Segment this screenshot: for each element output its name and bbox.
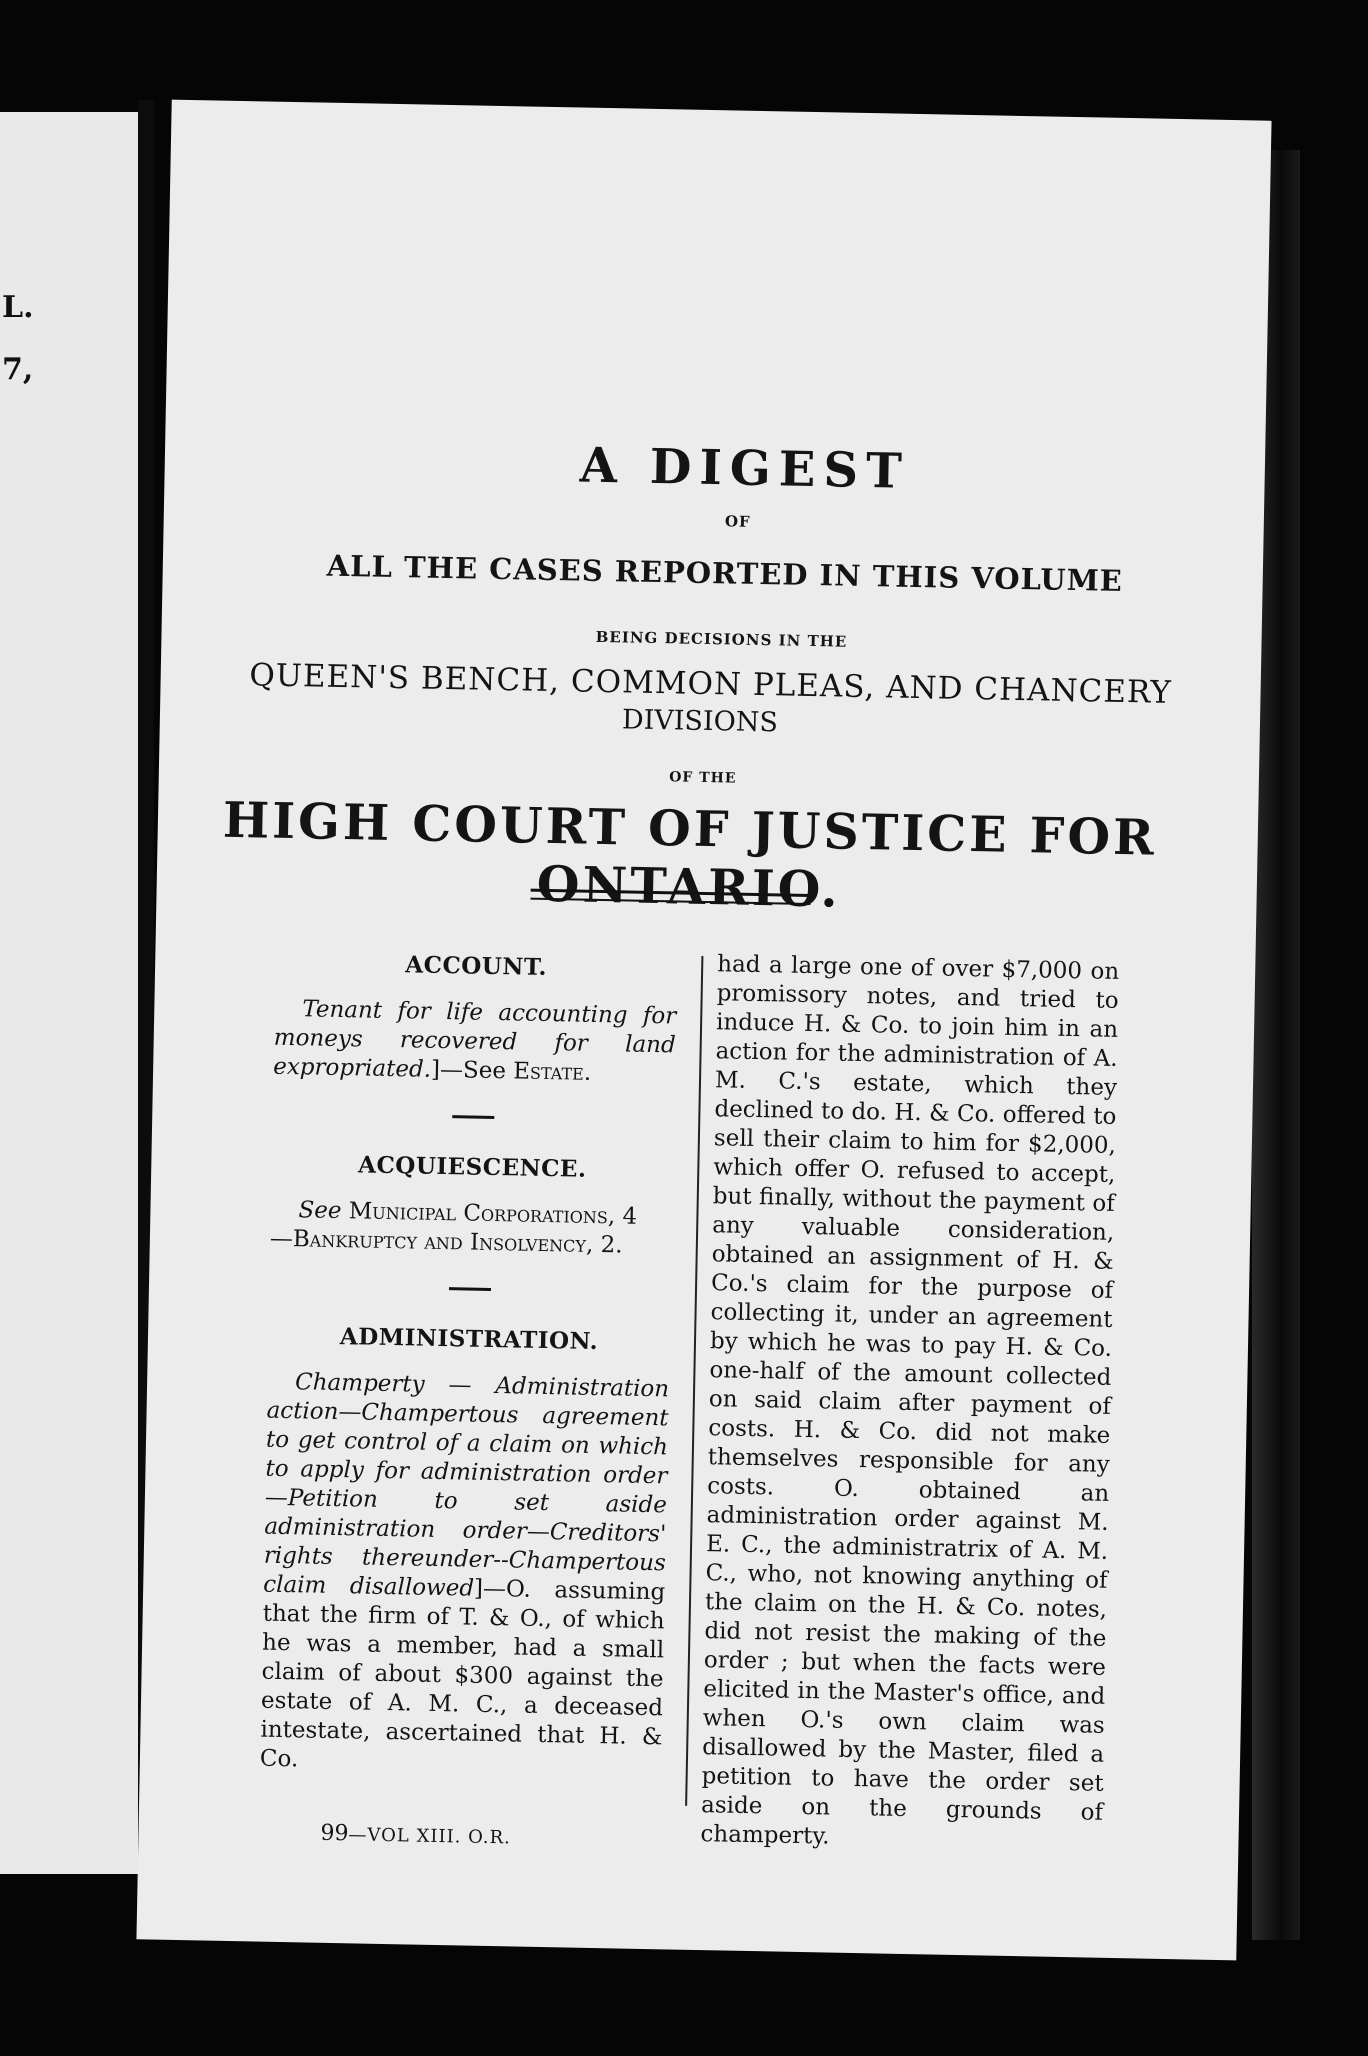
- entry-account-see: ]—See: [430, 1056, 514, 1085]
- entry-administration-subject: Champerty — Administration action—Champertous agreement to get control of a claim on which to apply for administration order—Petition to set aside administration order—Creditors' rights thereunder--Champertous claim disallowed: [263, 1369, 670, 1602]
- entry-administration: [260, 1368, 670, 1782]
- entry-account-ref: Estate: [513, 1058, 585, 1086]
- entry-acquiescence-ref1-num: , 4: [607, 1203, 638, 1230]
- entry-acquiescence-ref2-num: , 2.: [585, 1231, 623, 1259]
- entry-account-end: .: [583, 1059, 592, 1086]
- section-heading-administration: ADMINISTRATION.: [339, 1323, 599, 1356]
- signature-footer: [320, 1821, 511, 1850]
- section-separator: [449, 1287, 491, 1291]
- title-divisions: DIVISIONS: [621, 704, 779, 739]
- entry-acquiescence: [270, 1196, 673, 1262]
- title-courts: QUEEN'S BENCH, COMMON PLEAS, AND CHANCERY: [249, 657, 1173, 711]
- entry-administration-continued: had a large one of over $7,000 on promissory notes, and tried to induce H. & Co. to join him in an action for the administration of A. M. C.'s estate, which they declined to do. H. & Co. offered to sell their claim to him for $2,000, which offer O. refused to accept, but finally, without the payment of any valuable consideration, obtained an assignment of H. & Co.'s claim for the purpose of collecting it, under an agreement by which he was to pay H. & Co. one-half of the amount collected on said claim after payment of costs. H. & Co. did not make themselves responsible for any costs. O. obtained an administration order against M. E. C., the administratrix of A. M. C., who, not knowing anything of the claim on the H. & Co. notes, did not resist the making of the order ; but when the facts were elicited in the Master's office, and when O.'s own claim was disallowed by the Master, filed a petition to have the order set aside on the grounds of champerty.: [700, 951, 1120, 1850]
- left-column: [260, 942, 678, 1782]
- digest-page: [136, 100, 1271, 1961]
- entry-account: [273, 995, 677, 1090]
- left-page-edge: [0, 112, 138, 1874]
- entry-administration-body: ]—O. assuming that the firm of T. & O., of which he was a member, had a small claim of about $300 against the estate of A. M. C., a deceased intestate, ascertained that H. & Co.: [259, 1575, 666, 1773]
- left-page-fragment: 7,: [2, 352, 34, 387]
- entry-acquiescence-ref1: Municipal Corporations: [348, 1198, 609, 1230]
- left-page-fragment: L.: [2, 290, 34, 325]
- footer-volume: —VOL XIII. O.R.: [348, 1824, 512, 1849]
- title-of: OF: [724, 512, 751, 531]
- section-heading-acquiescence: ACQUIESCENCE.: [357, 1151, 587, 1183]
- digest-title: A DIGEST: [579, 437, 911, 500]
- entry-acquiescence-see: See: [298, 1197, 342, 1225]
- right-column: [700, 950, 1119, 1857]
- section-heading-account: ACCOUNT.: [405, 951, 548, 981]
- entry-acquiescence-dash: —: [269, 1225, 294, 1253]
- entry-acquiescence-ref2: Bankruptcy and Insolvency: [292, 1226, 587, 1258]
- title-of-the: OF THE: [669, 769, 737, 787]
- column-divider: [685, 956, 703, 1806]
- entry-account-subject: Tenant for life accounting for moneys recovered for land expropriated.: [272, 996, 677, 1083]
- section-separator: [452, 1115, 494, 1119]
- footer-number: 99: [320, 1820, 349, 1847]
- title-high-court: HIGH COURT OF JUSTICE FOR ONTARIO.: [222, 790, 1158, 919]
- title-being-decisions: BEING DECISIONS IN THE: [595, 627, 848, 651]
- title-all-cases: ALL THE CASES REPORTED IN THIS VOLUME: [326, 548, 1124, 598]
